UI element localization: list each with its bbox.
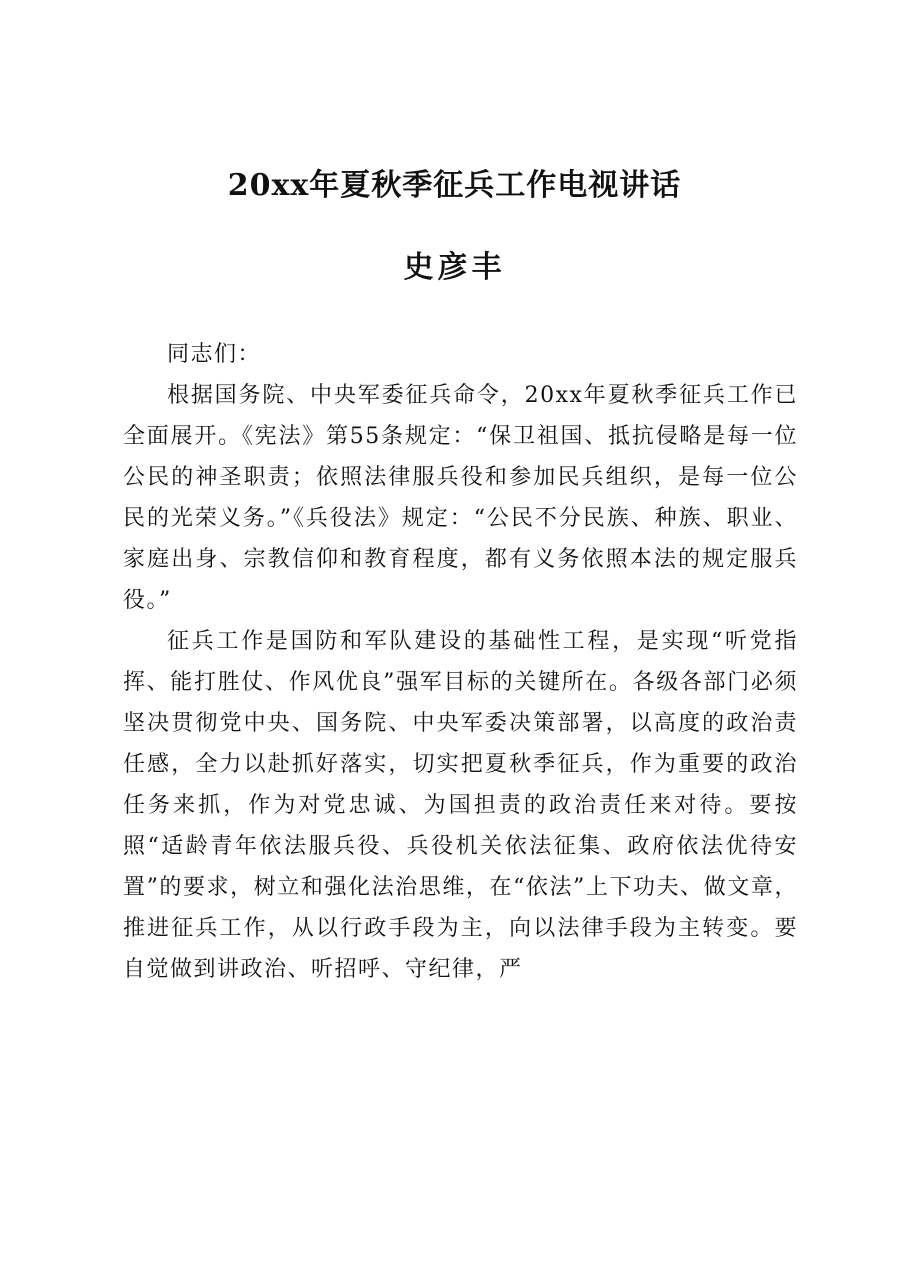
paragraph-2: 征兵工作是国防和军队建设的基础性工程，是实现“听党指挥、能打胜仗、作风优良”强军目标的关键所在。各级各部门必须坚决贯彻党中央、国务院、中央军委决策部署，以高度的政治责任感，全力以赴抓好落实，切实把夏秋季征兵，作为重要的政治任务来抓，作为对党忠诚、为国担责的政治责任来对待。要按照“适龄青年依法服兵役、兵役机关依法征集、政府依法优待安置”的要求，树立和强化法治思维，在“依法”上下功夫、做文章，推进征兵工作，从以行政手段为主，向以法律手段为主转变。要自觉做到讲政治、听招呼、守纪律，严 — [123, 629, 798, 982]
paragraph-1: 根据国务院、中央军委征兵命令，20xx年夏秋季征兵工作已全面展开。《宪法》第55条规定：“保卫祖国、抵抗侵略是每一位公民的神圣职责；依照法律服兵役和参加民兵组织，是每一位公民的光荣义务。”《兵役法》规定：“公民不分民族、种族、职业、家庭出身、宗教信仰和教育程度，都有义务依照本法的规定服兵役。” — [123, 383, 798, 613]
salutation: 同志们： — [167, 342, 262, 367]
document-author: 史彦丰 — [403, 250, 506, 285]
document-title: 20xx年夏秋季征兵工作电视讲话 — [227, 168, 682, 203]
document-body — [123, 334, 798, 990]
